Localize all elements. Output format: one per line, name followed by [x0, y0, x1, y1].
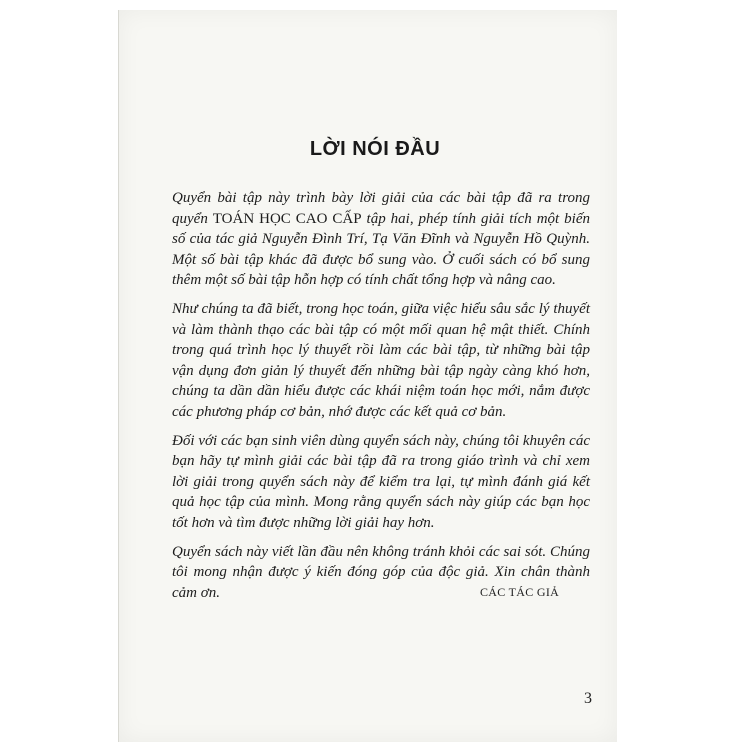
paragraph-2: Như chúng ta đã biết, trong học toán, giữa việc hiểu sâu sắc lý thuyết và làm thành thạo các bài tập có một mối quan hệ mật thiết. Chính trong quá trình học lý thuyết rồi làm các bài tập, từ những bài tập vận dụng đơn giản lý thuyết đến những bài tập ngày càng khó hơn, chúng ta dần dần hiểu được các khái niệm toán học mới, nắm được các phương pháp cơ bản, nhớ được các kết quả cơ bản. [172, 300, 590, 420]
paragraph-4: Quyển sách này viết lần đầu nên không tránh khỏi các sai sót. Chúng tôi mong nhận được ý kiến đóng góp của độc giả. Xin chân thành cảm ơn. [172, 543, 590, 601]
paragraph-1-lead: Quyển bài tập này trình bày lời giải của các bài tập đã ra trong quyển [172, 190, 590, 227]
page-number: 3 [584, 690, 592, 707]
preface-heading: LỜI NÓI ĐẦU [309, 138, 441, 160]
authors-signature: CÁC TÁC GIẢ [480, 585, 560, 599]
paragraph-3: Đối với các bạn sinh viên dùng quyển sách này, chúng tôi khuyên các bạn hãy tự mình giải các bài tập đã ra trong giáo trình và chỉ xem lời giải trong quyển sách này để kiểm tra lại, tự mình đánh giá kết quả học tập của mình. Mong rằng quyển sách này giúp các bạn học tốt hơn và tìm được những lời giải hay hơn. [172, 432, 590, 531]
paragraph-1-rest: tập hai, phép tính giải tích một biến số của tác giả Nguyễn Đình Trí, Tạ Văn Đĩnh và Nguyễn Hồ Quỳnh. Một số bài tập khác đã được bổ sung vào. Ở cuối sách có bổ sung thêm một số bài tập hỗn hợp có tính chất tổng hợp và nâng cao. [172, 210, 590, 289]
preface-body [172, 188, 590, 611]
book-title: TOÁN HỌC CAO CẤP [212, 210, 362, 227]
paragraph-1 [172, 188, 590, 291]
